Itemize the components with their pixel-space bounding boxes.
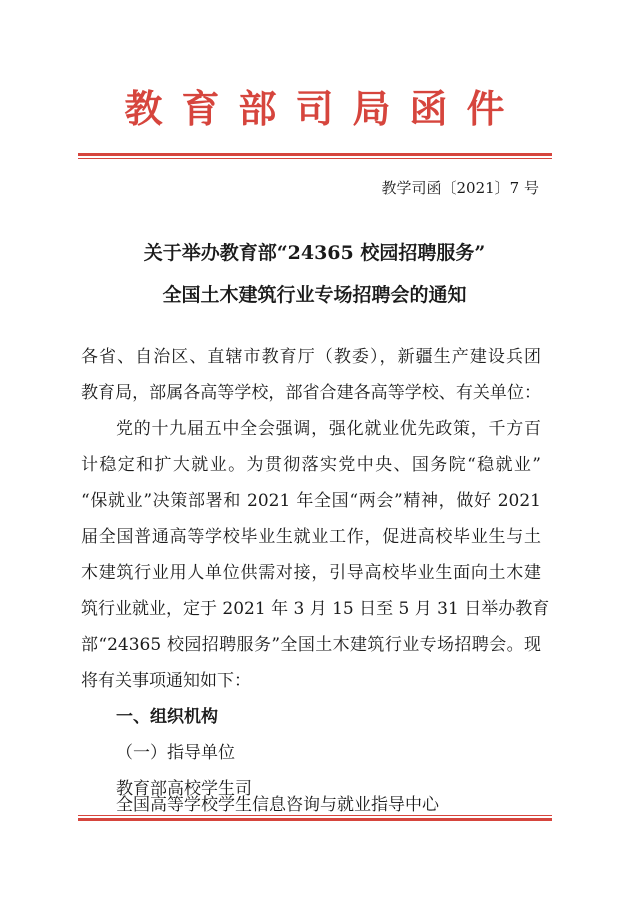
document-number: 教学司函〔2021〕7 号 [381,179,539,197]
paragraph-line-7: 部“24365 校园招聘服务”全国土木建筑行业专场招聘会。现 [81,635,541,655]
notice-title-line-1: 关于举办教育部“24365 校园招聘服务” [143,242,486,264]
paragraph-line-5: 木建筑行业用人单位供需对接，引导高校毕业生面向土木建 [81,563,541,583]
paragraph-line-1: 党的十九届五中全会强调，强化就业优先政策，千方百 [116,419,541,439]
paragraph-line-2: 计稳定和扩大就业。为贯彻落实党中央、国务院“稳就业” [81,455,541,475]
header-divider-thin [78,158,552,159]
header-divider-thick [78,153,552,156]
section-heading-organization: 一、组织机构 [116,707,218,727]
guidance-unit-1: 教育部高校学生司 [116,779,252,799]
subsection-heading-guidance: （一）指导单位 [116,743,235,763]
paragraph-line-8: 将有关事项通知如下： [81,671,251,691]
footer-divider-thin [78,815,552,816]
document-header-title: 教育部司局函件 [124,86,524,131]
paragraph-line-6: 筑行业就业，定于 2021 年 3 月 15 日至 5 月 31 日举办教育 [81,599,550,619]
guidance-unit-2: 全国高等学校学生信息咨询与就业指导中心 [116,795,439,815]
notice-title-line-2: 全国土木建筑行业专场招聘会的通知 [162,284,467,306]
paragraph-line-4: 届全国普通高等学校毕业生就业工作，促进高校毕业生与土 [81,527,541,547]
footer-divider-thick [78,818,552,821]
addressee-line-2: 教育局，部属各高等学校，部省合建各高等学校、有关单位： [81,383,541,403]
paragraph-line-3: “保就业”决策部署和 2021 年全国“两会”精神，做好 2021 [81,491,541,511]
addressee-line-1: 各省、自治区、直辖市教育厅（教委），新疆生产建设兵团 [81,347,541,367]
